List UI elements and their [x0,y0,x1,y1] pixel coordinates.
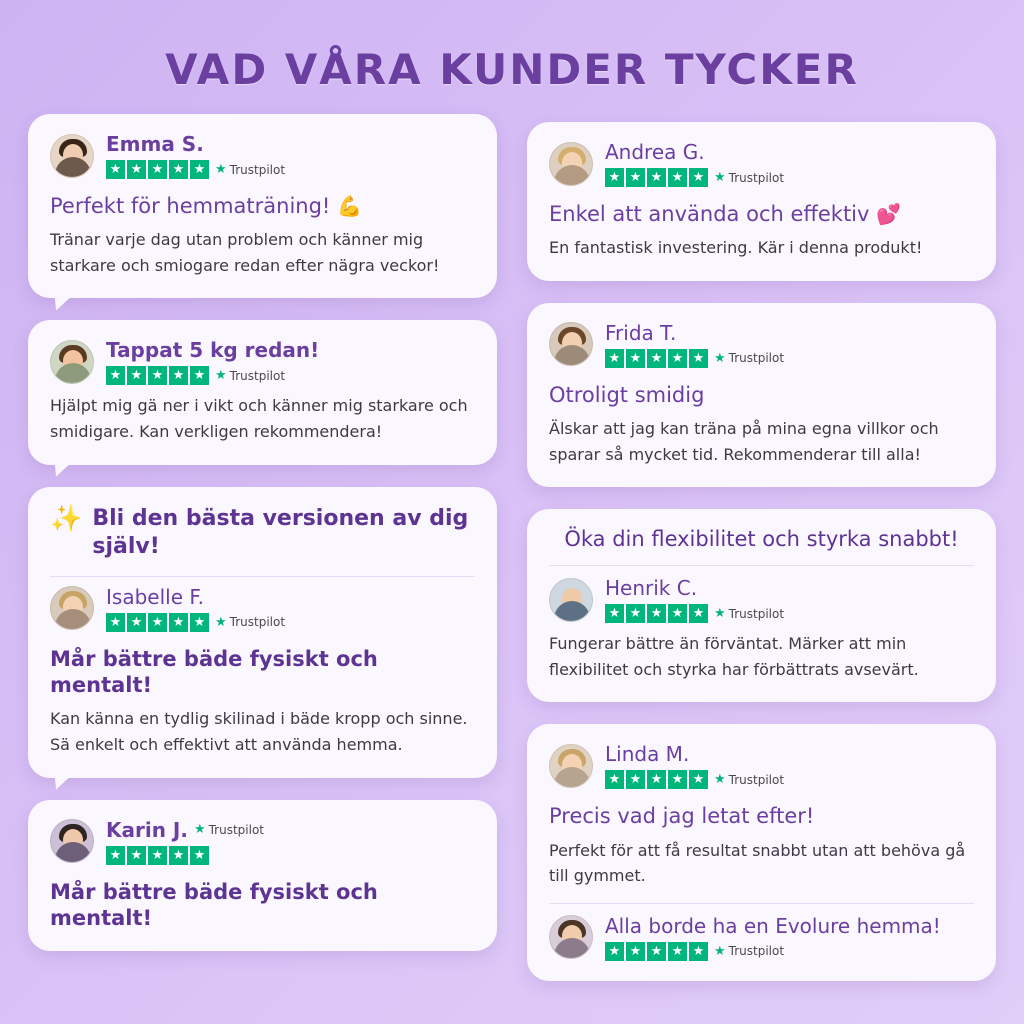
trustpilot-name: Trustpilot [208,822,265,837]
reviewer-info [605,140,784,187]
reviewer-info [605,914,941,961]
star-icon: ★ [647,942,666,961]
star-icon: ★ [127,613,146,632]
review-body: Älskar att jag kan träna på mina egna villkor och sparar så mycket tid. Rekommenderar till alla! [549,419,939,464]
trustpilot-name: Trustpilot [229,368,286,383]
trustpilot-name: Trustpilot [728,772,785,787]
review-headline: Otroligt smidig [549,382,705,407]
review-body: Fungerar bättre än förväntat. Märker att min flexibilitet och styrka har förbättrats avsevärt. [549,634,919,679]
page-title: VAD VÅRA KUNDER TYCKER [165,45,859,94]
promo-banner [50,505,475,577]
star-icon: ★ [689,168,708,187]
star-rating [106,160,209,179]
star-icon: ★ [689,349,708,368]
star-rating [605,168,708,187]
reviewer-info [605,576,784,623]
star-icon: ★ [668,604,687,623]
review-card[interactable] [527,724,996,980]
review-body: Hjälpt mig gä ner i vikt och känner mig starkare och smidigare. Kan verkligen rekommendera! [50,396,468,442]
star-rating [605,770,708,789]
trustpilot-star-icon: ★ [714,350,726,366]
reviewer-name: Henrik C. [605,576,698,601]
reviewer-name: Isabelle F. [106,584,204,609]
promo-review-card[interactable] [527,509,996,702]
star-icon: ★ [605,770,624,789]
star-icon: ★ [190,366,209,385]
star-icon: ★ [127,366,146,385]
star-icon: ★ [647,349,666,368]
trustpilot-label [714,606,784,621]
star-icon: ★ [605,604,624,623]
reviewer-info [605,321,784,368]
review-body: Perfekt för att få resultat snabbt utan att behöva gå till gymmet. [549,840,966,886]
review-body: Kan känna en tydlig skilinad i bäde kropp och sinne. Sä enkelt och effektivt att använda hemma. [50,709,468,754]
avatar [50,340,94,384]
trustpilot-label [714,944,784,959]
star-icon: ★ [169,366,188,385]
testimonials-columns [0,106,1024,981]
trustpilot-rating [106,160,285,179]
reviewer-name: Karin J. [106,817,188,842]
review-body: Tränar varje dag utan problem och känner mig starkare och smiogare redan efter nägra veckor! [50,230,440,275]
trustpilot-label [714,772,784,787]
star-icon: ★ [605,349,624,368]
star-icon: ★ [626,942,645,961]
avatar [50,586,94,630]
avatar [549,578,593,622]
avatar [549,915,593,959]
avatar [549,322,593,366]
trustpilot-name: Trustpilot [229,162,286,177]
star-icon: ★ [106,846,125,865]
promo-text: Bli den bästa versionen av dig själv! [92,505,469,560]
star-icon: ★ [647,770,666,789]
star-icon: ★ [148,846,167,865]
review-headline-text: Perfekt för hemmaträning! [50,194,331,218]
trustpilot-rating [106,366,319,385]
trustpilot-star-icon: ★ [215,162,227,177]
trustpilot-name: Trustpilot [728,944,785,959]
trustpilot-rating [605,168,784,187]
trustpilot-name: Trustpilot [229,615,286,630]
star-icon: ★ [127,160,146,179]
star-icon: ★ [626,770,645,789]
review-headline [549,201,974,227]
star-icon: ★ [106,613,125,632]
star-icon: ★ [668,349,687,368]
trustpilot-star-icon: ★ [714,170,726,185]
name-and-trustpilot [106,818,264,842]
trustpilot-star-icon: ★ [714,943,726,959]
review-card[interactable] [527,303,996,487]
avatar [50,819,94,863]
star-icon: ★ [647,168,666,187]
review-headline: Mår bättre bäde fysiskt och mentalt! [50,879,378,930]
review-headline-text: Enkel att använda och effektiv [549,202,870,226]
review-header [50,132,475,179]
star-rating [605,942,708,961]
trustpilot-star-icon: ★ [193,822,206,837]
star-icon: ★ [668,168,687,187]
star-rating [106,366,209,385]
reviewer-name: Linda M. [605,742,690,767]
star-icon: ★ [169,613,188,632]
trustpilot-rating [605,770,784,789]
trustpilot-star-icon: ★ [714,772,726,788]
star-rating [605,604,708,623]
reviewer-info [106,585,285,632]
star-icon: ★ [169,846,188,865]
review-header [50,338,475,385]
star-icon: ★ [190,613,209,632]
star-icon: ★ [148,160,167,179]
star-icon: ★ [148,366,167,385]
review-header [50,818,475,865]
star-rating [106,613,209,632]
trustpilot-rating [605,604,784,623]
star-icon: ★ [626,604,645,623]
trustpilot-label [215,162,285,177]
star-icon: ★ [605,942,624,961]
flexed-biceps-icon: 💪 [337,194,362,218]
trustpilot-name: Trustpilot [728,351,785,366]
trustpilot-star-icon: ★ [215,614,227,630]
review-header [549,140,974,187]
star-icon: ★ [668,770,687,789]
reviewer-name: Andrea G. [605,140,705,164]
promo-text: Öka din flexibilitet och styrka snabbt! [549,527,974,566]
reviewer-info [106,132,285,179]
reviewer-name: Tappat 5 kg redan! [106,338,320,363]
star-icon: ★ [169,160,188,179]
trustpilot-name: Trustpilot [728,606,785,621]
star-icon: ★ [148,613,167,632]
trustpilot-label [194,822,264,837]
review-card[interactable] [527,122,996,281]
trustpilot-label [714,351,784,366]
review-header [549,576,974,623]
avatar [50,134,94,178]
review-card[interactable] [28,320,497,464]
review-card[interactable] [28,114,497,298]
reviewer-info [106,338,319,385]
star-rating [106,846,264,865]
trustpilot-rating [106,613,285,632]
star-rating [605,349,708,368]
review-body: En fantastisk investering. Kär i denna produkt! [549,238,923,258]
reviewer-name: Emma S. [106,132,204,156]
avatar [549,142,593,186]
trustpilot-rating [605,942,941,961]
review-headline [50,193,475,219]
review-headline: Mår bättre bäde fysiskt och mentalt! [50,646,378,698]
trustpilot-name: Trustpilot [728,170,785,185]
trustpilot-star-icon: ★ [215,368,227,384]
review-header [50,585,475,632]
trustpilot-label [714,170,784,185]
two-hearts-icon: 💕 [876,202,902,226]
sparkles-icon: ✨ [50,503,83,534]
trustpilot-rating [605,349,784,368]
reviewer-name: Frida T. [605,320,677,345]
trustpilot-star-icon: ★ [714,606,726,622]
star-icon: ★ [626,349,645,368]
star-icon: ★ [689,942,708,961]
star-icon: ★ [127,846,146,865]
review-card[interactable] [28,800,497,952]
review-header [549,321,974,368]
reviewer-info [605,742,784,789]
avatar [549,744,593,788]
star-icon: ★ [689,770,708,789]
reviewer-info [106,818,264,865]
left-column [28,114,497,951]
trustpilot-label [215,368,285,383]
trustpilot-label [215,615,285,630]
star-icon: ★ [668,942,687,961]
star-icon: ★ [689,604,708,623]
star-icon: ★ [106,366,125,385]
star-icon: ★ [106,160,125,179]
review-header [549,914,974,961]
star-icon: ★ [605,168,624,187]
review-headline: Precis vad jag letat efter! [549,804,815,829]
right-column [527,114,996,981]
star-icon: ★ [626,168,645,187]
review-header [549,742,974,789]
divider [549,903,974,904]
promo-review-card[interactable] [28,487,497,778]
star-icon: ★ [647,604,666,623]
star-icon: ★ [190,846,209,865]
star-icon: ★ [190,160,209,179]
reviewer-name: Alla borde ha en Evolure hemma! [605,913,941,938]
